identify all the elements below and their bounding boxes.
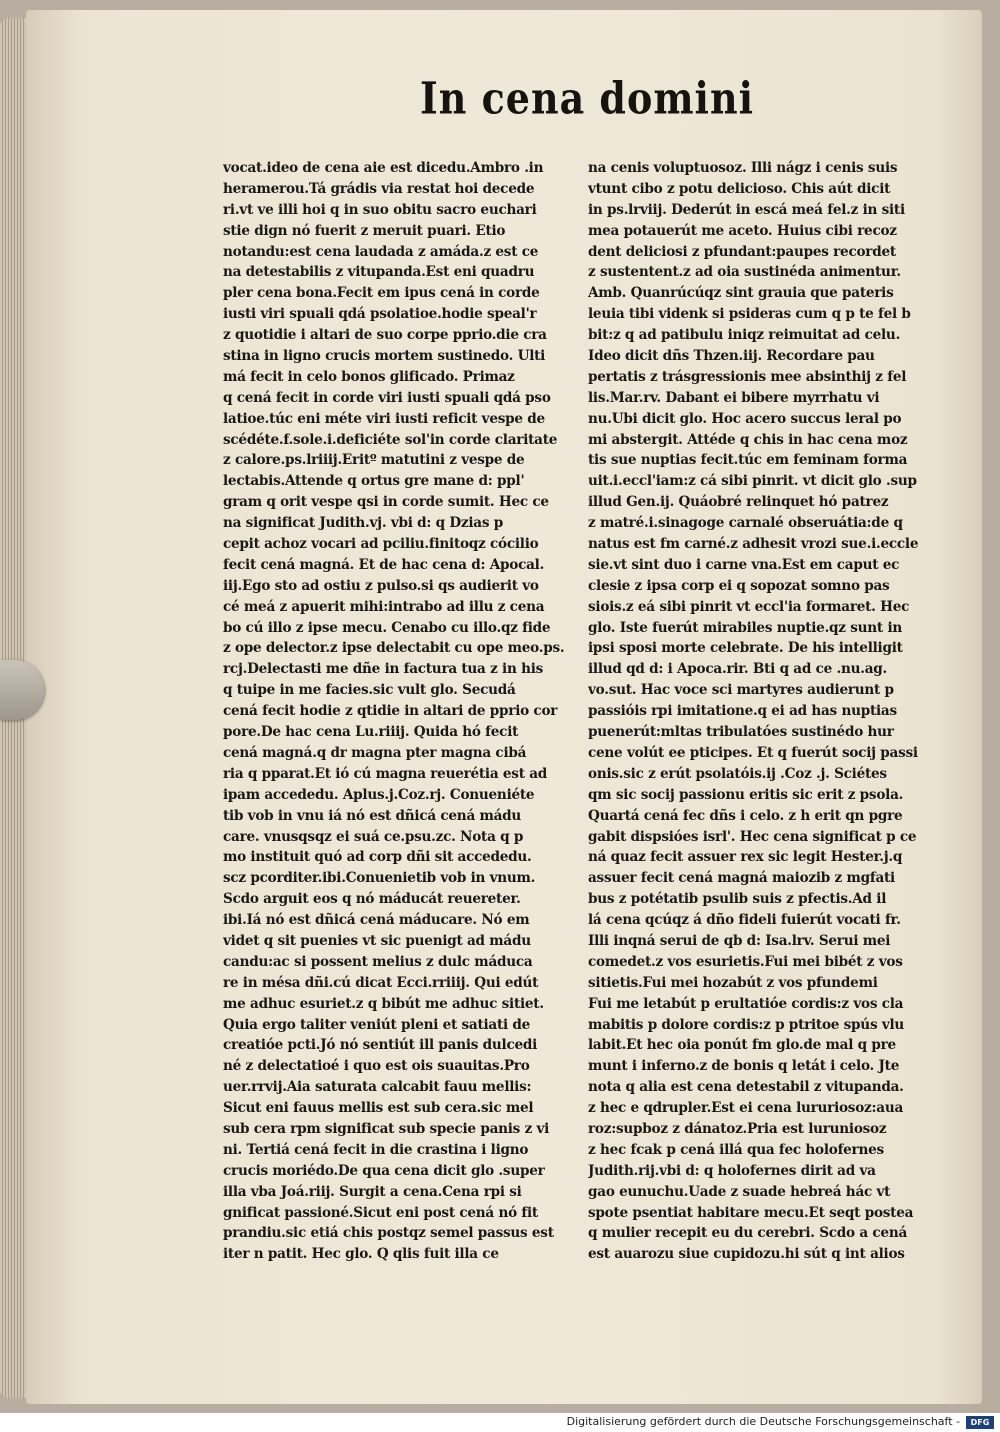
text-line: leuia tibi videnk si psideras cum q p te fel b xyxy=(588,306,911,323)
text-line: siois.z eá sibi pinrit vt eccl'ia formaret. Hec xyxy=(588,598,910,615)
text-line: munt i inferno.z de bonis q letát i celo. Jte xyxy=(588,1058,900,1075)
text-line: Judith.rij.vbi d: q holofernes dirit ad va xyxy=(588,1162,876,1179)
text-line: Fui me letabút p erultatióe cordis:z vos cla xyxy=(588,995,904,1012)
footer-bar xyxy=(0,1413,1000,1432)
text-line: glo. Iste fuerút mirabiles nuptie.qz sunt in xyxy=(588,619,902,636)
text-line: clesie z ipsa corp ei q sopozat somno pas xyxy=(588,577,890,594)
text-line: z hec fcak p cená illá qua fec holofernes xyxy=(588,1141,884,1158)
text-line: rcj.Delectasti me dñe in factura tua z in his xyxy=(223,661,544,678)
text-line: mi abstergit. Attéde q chis in hac cena moz xyxy=(588,431,908,448)
text-line: q tuipe in me facies.sic vult glo. Secudá xyxy=(223,682,516,699)
text-line: tib vob in vnu iá nó est dñicá cená mádu xyxy=(223,807,522,824)
text-line: in ps.lrviij. Dederút in escá meá fel.z in siti xyxy=(588,201,905,218)
text-line: cená fecit hodie z qtidie in altari de pprio cor xyxy=(223,703,558,720)
text-line: dent deliciosi z pfundant:paupes recordet xyxy=(588,243,896,260)
text-line: cene volút ee pticipes. Et q fuerút socij passi xyxy=(588,744,918,761)
text-line: est auarozu siue cupidozu.hi sút q int alios xyxy=(588,1246,905,1263)
text-line: illud qd d: i Apoca.rir. Bti q ad ce .nu.ag. xyxy=(588,661,888,678)
text-column-left xyxy=(223,158,591,1265)
text-line: candu:ac si possent melius z dulc máduca xyxy=(223,953,533,970)
text-line: z hec e qdrupler.Est ei cena lururiosoz:aua xyxy=(588,1100,904,1117)
text-line: z calore.ps.lriiij.Eritº matutini z vespe de xyxy=(223,452,525,469)
text-line: ibi.Iá nó est dñicá cená máducare. Nó em xyxy=(223,912,530,929)
text-line: sie.vt sint duo i carne vna.Est em caput ec xyxy=(588,556,900,573)
text-line: illa vba Joá.riij. Surgit a cena.Cena rpi si xyxy=(223,1183,522,1200)
text-line: Sicut eni fauus mellis est sub cera.sic mel xyxy=(223,1100,534,1117)
text-line: ri.vt ve illi hoi q in suo obitu sacro euchari xyxy=(223,201,537,218)
text-line: cé meá z apuerit mihi:intrabo ad illu z cena xyxy=(223,598,545,615)
text-line: gabit dispsióes isrl'. Hec cena significat p ce xyxy=(588,828,917,845)
text-line: z matré.i.sinagoge carnalé obseruátia:de q xyxy=(588,515,903,532)
text-line: má fecit in celo bonos glificado. Primaz xyxy=(223,368,515,385)
text-line: creatióe pcti.Jó nó sentiút ill panis dulcedi xyxy=(223,1037,538,1054)
text-line: qm sic socij passionu eritis sic erit z psola. xyxy=(588,786,904,803)
text-line: vtunt cibo z potu delicioso. Chis aút dicit xyxy=(588,180,891,197)
text-line: ipsi sposi morte celebrate. De his intelligit xyxy=(588,640,903,657)
text-line: tis sue nuptias fecit.túc em feminam forma xyxy=(588,452,908,469)
text-line: natus est fm carné.z adhesit vrozi sue.i.eccle xyxy=(588,536,919,553)
text-line: lá cena qcúqz á dño fideli fuierút vocati fr. xyxy=(588,912,901,929)
text-line: stie dign nó fuerit z meruit puari. Etio xyxy=(223,222,506,239)
text-line: nu.Ubi dicit glo. Hoc acero succus leral po xyxy=(588,410,902,427)
text-line: nota q alia est cena detestabil z vitupanda. xyxy=(588,1079,904,1096)
text-line: ni. Tertiá cená fecit in die crastina i ligno xyxy=(223,1141,529,1158)
text-line: z ope delector.z ipse delectabit cu ope meo.ps. xyxy=(223,640,565,657)
text-line: re in mésa dñi.cú dicat Ecci.rriiij. Qui edút xyxy=(223,974,539,991)
text-line: vo.sut. Hac voce sci martyres audierunt p xyxy=(588,682,894,699)
text-line: ná quaz fecit assuer rex sic legit Hester.j.q xyxy=(588,849,903,866)
text-line: prandiu.sic etiá chis postqz semel passus est xyxy=(223,1225,554,1242)
text-line: Illi inqná serui de qb d: Isa.lrv. Serui mei xyxy=(588,932,891,949)
text-line: iij.Ego sto ad ostiu z pulso.si qs audierit vo xyxy=(223,577,539,594)
text-line: q mulier recepit eu du cerebri. Scdo a cená xyxy=(588,1225,908,1242)
text-line: ria q pparat.Et ió cú magna reuerétia est ad xyxy=(223,765,548,782)
text-line: lis.Mar.rv. Dabant ei bibere myrrhatu vi xyxy=(588,389,880,406)
running-head: In cena domini xyxy=(420,72,755,124)
text-line: gnificat passioné.Sicut eni post cená nó fit xyxy=(223,1204,538,1221)
text-line: na cenis voluptuosoz. Illi nágz i cenis suis xyxy=(588,160,898,176)
text-column-right xyxy=(588,158,956,1265)
text-line: gao eunuchu.Uade z suade hebreá hác vt xyxy=(588,1183,891,1200)
text-line: vocat.ideo de cena aie est dicedu.Ambro .in xyxy=(223,160,544,176)
text-line: latioe.túc eni méte viri iusti reficit vespe de xyxy=(223,410,545,427)
text-line: bo cú illo z ipse mecu. Cenabo cu illo.qz fide xyxy=(223,619,551,636)
text-line: z quotidie i altari de suo corpe pprio.die cra xyxy=(223,327,547,344)
text-line: pler cena bona.Fecit em ipus cená in corde xyxy=(223,285,540,302)
dfg-logo: DFG xyxy=(966,1416,994,1429)
text-line: pore.De hac cena Lu.riiij. Quida hó fecit xyxy=(223,724,519,741)
text-line: care. vnusqsqz ei suá ce.psu.zc. Nota q p xyxy=(223,828,524,845)
text-line: crucis moriédo.De qua cena dicit glo .super xyxy=(223,1162,545,1179)
text-line: na significat Judith.vj. vbi d: q Dzias p xyxy=(223,515,503,532)
text-line: me adhuc esuriet.z q bibút me adhuc sitiet. xyxy=(223,995,544,1012)
text-line: pertatis z trásgressionis mee absinthij z fel xyxy=(588,368,907,385)
text-line: labit.Et hec oia ponút fm glo.de mal q pre xyxy=(588,1037,896,1054)
text-line: z sustentent.z ad oia sustinéda animentur. xyxy=(588,264,901,281)
text-line: scz pcorditer.ibi.Conuenietib vob in vnum. xyxy=(223,870,536,887)
text-line: cená magná.q dr magna pter magna cibá xyxy=(223,744,527,761)
text-line: cepit achoz vocari ad pciliu.finitoqz cócilio xyxy=(223,536,539,553)
text-line: Ideo dicit dñs Thzen.iij. Recordare pau xyxy=(588,348,875,365)
text-line: uer.rrvij.Aia saturata calcabit fauu mellis: xyxy=(223,1079,532,1096)
funding-notice: Digitalisierung gefördert durch die Deutsche Forschungsgemeinschaft - xyxy=(566,1415,960,1428)
text-line: na detestabilis z vitupanda.Est eni quadru xyxy=(223,264,535,281)
text-line: sub cera rpm significat sub specie panis z vi xyxy=(223,1120,550,1137)
text-line: roz:supboz z dánatoz.Pria est luruniosoz xyxy=(588,1120,887,1137)
text-line: Quartá cená fec dñs i celo. z h erit qn pgre xyxy=(588,807,903,824)
text-line: videt q sit puenies vt sic puenigt ad mádu xyxy=(223,932,531,949)
text-line: sitietis.Fui mei hozabút z vos pfundemi xyxy=(588,974,878,991)
text-line: Amb. Quanrúcúqz sint grauia que pateris xyxy=(588,285,894,302)
text-line: iter n patit. Hec glo. Q qlis fuit illa ce xyxy=(223,1246,499,1263)
text-line: heramerou.Tá grádis via restat hoi decede xyxy=(223,180,535,197)
text-line: passióis rpi imitatione.q ei ad has nuptias xyxy=(588,703,897,720)
text-line: stina in ligno crucis mortem sustinedo. Ulti xyxy=(223,348,546,365)
text-line: Quia ergo taliter veniút pleni et satiati de xyxy=(223,1016,531,1033)
text-line: uit.i.eccl'iam:z cá sibi pinrit. vt dicit glo .sup xyxy=(588,473,917,490)
text-line: puenerút:mltas tribulatóes sustinédo hur xyxy=(588,724,894,741)
text-line: gram q orit vespe qsi in corde sumit. Hec ce xyxy=(223,494,549,511)
text-line: comedet.z vos esurietis.Fui mei bibét z vos xyxy=(588,953,903,970)
text-line: iusti viri spuali qdá psolatioe.hodie speal'r xyxy=(223,306,537,323)
text-line: onis.sic z erút psolatóis.ij .Coz .j. Sciétes xyxy=(588,765,887,782)
text-line: né z delectatioé i quo est ois suauitas.Pro xyxy=(223,1058,530,1075)
text-line: fecit cená magná. Et de hac cena d: Apocal. xyxy=(223,556,545,573)
text-line: mabitis p dolore cordis:z p ptritoe spús vlu xyxy=(588,1016,905,1033)
show-through-text xyxy=(270,86,420,112)
text-line: q cená fecit in corde viri iusti spuali qdá pso xyxy=(223,389,551,406)
text-line: mea potauerút me aceto. Huius cibi recoz xyxy=(588,222,897,239)
text-line: spote psentiat habitare mecu.Et seqt postea xyxy=(588,1204,914,1221)
text-line: assuer fecit cená magná maiozib z mgfati xyxy=(588,870,895,887)
text-line: lectabis.Attende q ortus gre mane d: ppl' xyxy=(223,473,525,490)
text-line: notandu:est cena laudada z amáda.z est ce xyxy=(223,243,539,260)
text-line: scédéte.f.sole.i.deficiéte sol'in corde claritate xyxy=(223,431,558,448)
text-line: ipam accededu. Aplus.j.Coz.rj. Conueniéte xyxy=(223,786,535,803)
text-line: bus z potétatib psulib suis z pfectis.Ad il xyxy=(588,891,887,908)
text-line: Scdo arguit eos q nó máducát reuereter. xyxy=(223,891,521,908)
text-line: bit:z q ad patibulu iniqz reimuitat ad celu. xyxy=(588,327,901,344)
text-line: mo instituit quó ad corp dñi sit accededu. xyxy=(223,849,532,866)
text-line: illud Gen.ij. Quáobré relinquet hó patrez xyxy=(588,494,889,511)
